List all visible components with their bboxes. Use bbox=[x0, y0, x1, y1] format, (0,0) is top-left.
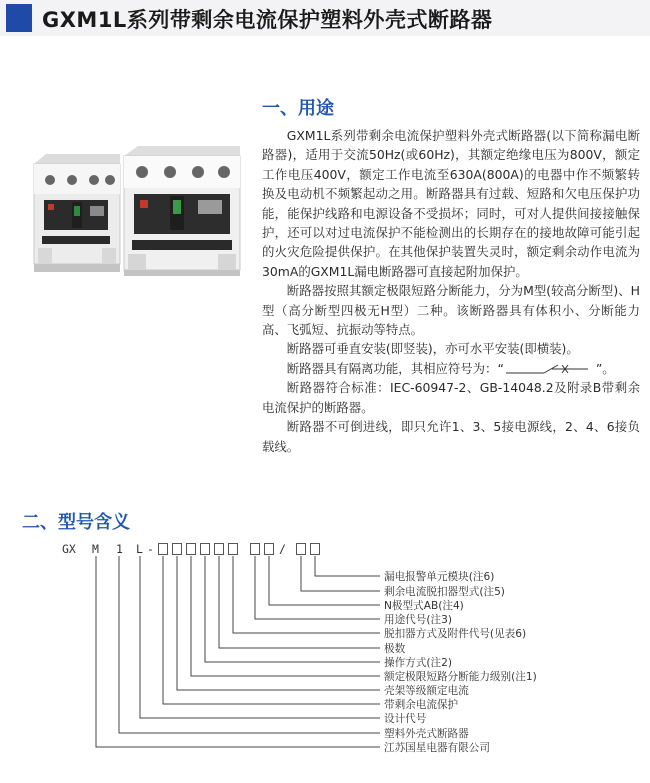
isolation-suffix: 。 bbox=[602, 360, 615, 376]
header-accent-square bbox=[6, 4, 32, 32]
model-label: 操作方式(注2) bbox=[384, 657, 452, 669]
code-box bbox=[214, 543, 224, 555]
model-label: N极型式AB(注4) bbox=[384, 600, 464, 612]
model-label: 脱扣器方式及附件代号(见表6) bbox=[384, 628, 527, 640]
page-title: GXM1L系列带剩余电流保护塑料外壳式断路器 bbox=[42, 8, 493, 32]
code-dash: - bbox=[147, 542, 154, 556]
code-m: M bbox=[92, 542, 99, 556]
section-title-model: 二、型号含义 bbox=[22, 512, 130, 533]
model-label: 壳架等级额定电流 bbox=[384, 685, 469, 697]
header-bar bbox=[0, 0, 650, 36]
isolation-symbol bbox=[504, 362, 596, 376]
paragraph: 断路器不可倒进线，即只允许1、3、5接电源线，2、4、6接负载线。 bbox=[262, 419, 640, 454]
paragraph: 断路器可垂直安装(即竖装)，亦可水平安装(即横装)。 bbox=[286, 341, 579, 357]
code-box bbox=[186, 543, 196, 555]
model-label: 设计代号 bbox=[384, 713, 427, 725]
usage-body bbox=[262, 126, 640, 456]
section-title-usage: 一、用途 bbox=[262, 98, 334, 119]
code-gx: GX bbox=[62, 542, 76, 556]
code-box bbox=[158, 543, 168, 555]
model-label: 剩余电流脱扣器型式(注5) bbox=[384, 586, 505, 598]
code-box bbox=[310, 543, 320, 555]
model-label: 塑料外壳式断路器 bbox=[384, 728, 469, 740]
product-photo bbox=[28, 142, 248, 278]
code-box bbox=[172, 543, 182, 555]
paragraph: 断路器符合标准：IEC-60947-2、GB-14048.2及附录B带剩余电流保护的断路器。 bbox=[262, 380, 640, 415]
code-box bbox=[296, 543, 306, 555]
code-box bbox=[200, 543, 210, 555]
model-label: 用途代号(注3) bbox=[384, 614, 452, 626]
paragraph: 断路器按照其额定极限短路分断能力，分为M型(较高分断型)、H型（高分断型四极无H型）二种。该断路器具有体积小、分断能力高、飞弧短、抗振动等特点。 bbox=[262, 283, 640, 338]
paragraph: GXM1L系列带剩余电流保护塑料外壳式断路器(以下简称漏电断路器)，适用于交流50Hz(或60Hz)，其额定绝缘电压为800V，额定工作电压400V，额定工作电流至630A(800A)的电器中作不频繁转换及电动机不频繁起动之用。断路器具有过载、短路和欠电压保护功能，能保护线路和电源设备不受损坏；同时，可对人提供间接接触保护，还可以对过电流保护不能检测出的长期存在的接地故障可能引起的火灾危险提供保护。在其他保护装置失灵时，额定剩余动作电流为30mA的GXM1L漏电断路器可直接起附加保护。 bbox=[262, 128, 640, 279]
code-box bbox=[264, 543, 274, 555]
model-label: 额定极限短路分断能力级别(注1) bbox=[384, 671, 537, 683]
model-label: 带剩余电流保护 bbox=[384, 699, 459, 711]
code-box bbox=[250, 543, 260, 555]
isolation-text: 断路器具有隔离功能，其相应符号为： bbox=[286, 360, 498, 376]
model-label: 江苏国星电器有限公司 bbox=[384, 742, 490, 754]
code-box bbox=[228, 543, 238, 555]
code-slash: / bbox=[279, 542, 286, 556]
code-1: 1 bbox=[116, 542, 123, 556]
code-l: L bbox=[136, 542, 143, 556]
paragraph-isolation: 断路器具有隔离功能，其相应符号为：“ ”。 bbox=[286, 360, 615, 376]
model-label: 极数 bbox=[384, 643, 406, 655]
model-label: 漏电报警单元模块(注6) bbox=[384, 571, 495, 583]
